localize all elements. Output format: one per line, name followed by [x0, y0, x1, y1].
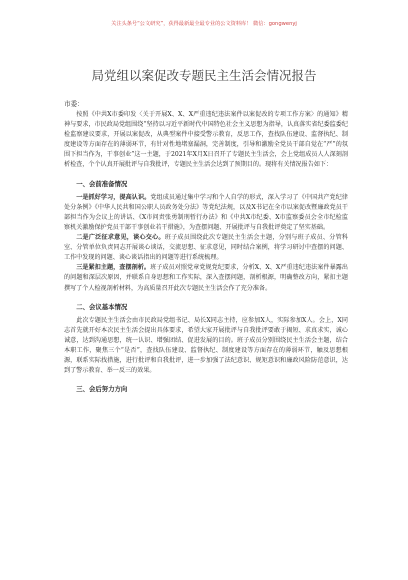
item-lead: 二是广泛征求意见，谈心交心。 — [76, 234, 165, 242]
intro-paragraph: 按照《中共X市委印发〈关于开展X、X、X严重违纪违法案件以案促改的专项工作方案〉的通知》精神与要求，市民政局党组围绕“坚持以习近平新时代中国特色社会主义思想为指导，认真落实省纪委监委纪检监察建议要求，开展以案促改，从典型案件中接受警示教育，反思工作，查找队伍建设、监督执纪、制度建设等方面存在的薄弱环节，有针对性地堵塞漏洞，完善制度，引导和激励全党员干部自觉在“严”的氛围下担当作为，干事创业”这一主题，于2021年X月X日召开了专题民主生活会，会上党组成员人人深刻剖析检查，个个认真开展批评与自我批评，专题民主生活会达到了预期目的。现将有关情况报告如下： — [64, 111, 348, 169]
preparation-item-analysis — [64, 263, 348, 293]
document-body — [64, 110, 348, 398]
item-body: 班子成员对照党章党规党纪要求，分析X、X、X严重违纪违法案件暴露出的问题和深层次原因，并联系自身思想和工作实际，深入查摆问题，剖析根源，明确整改方向，紧扣主题撰写了个人检视剖析材料，为高质量召开此次专题民主生活会作了充分准备。 — [64, 264, 349, 292]
section-heading-meeting: 二、会议基本情况 — [76, 302, 128, 311]
preparation-item-study — [64, 193, 348, 233]
preparation-item-talks — [64, 233, 348, 263]
salutation: 市委： — [64, 100, 84, 108]
item-body: 党组成员通过集中学习和个人自学的形式，深入学习了《中国共产党纪律处分条例》《中华人民共和国公职人员政务处分法》等党纪法规，以及X书记在全市以案促改暨廉政党员干部担当作为会议上的讲话、《X市问责张勇制刑暂行办法》和《中共X市纪委、X市监察委员会全市纪检监察机关激励保护党员干部干事创业若干措施》，为查摆问题、开展批评与自我批评奠定了坚实基础。 — [64, 193, 349, 231]
top-banner: 关注头条号“公文研究”，获得最新最全最专业的公文资料库！ 微信：gongwenyj — [111, 21, 297, 27]
section-heading-next-steps: 三、会后努力方向 — [76, 385, 128, 394]
item-lead: 三是紧扣主题，查摆剖析。 — [76, 264, 151, 272]
meeting-paragraph: 此次专题民主生活会由市民政局党组书记、局长X同志主持，应参加X人，实际参加X人。会上，X同志首先就开好本次民主生活会提出具体要求，希望大家开展批评与自我批评要敢于揭短、求真求实，诚心诚意，达到沟通思想，统一认识、增强团结、促进发展的目的。班子成员分别围绕民主生活会主题，结合本职工作，聚焦三个“是否”，查找队伍建设、监督执纪、制度建设等方面存在的薄弱环节，触及思想根源，联系实际找措施，进行批评和自我批评，进一步加强了法纪意识、规矩意识和廉政风险防范意识，达到了警示教育、举一反三的效果。 — [64, 316, 348, 375]
section-heading-preparation: 一、会前准备情况 — [76, 179, 128, 188]
item-body: 班子成员围绕此次专题民主生活会主题，分别与班子成员、分管科室、分管单位负责同志开展谈心谈话，交流思想、征求意见，同时结合案例，将学习研讨中查摆的问题、工作中发现的问题、谈心谈话指出的问题等进行系统梳理。 — [64, 234, 349, 262]
document-title: 局党组以案促改专题民主生活会情况报告 — [91, 68, 317, 83]
item-lead: 一是抓好学习，提高认识。 — [76, 193, 151, 201]
